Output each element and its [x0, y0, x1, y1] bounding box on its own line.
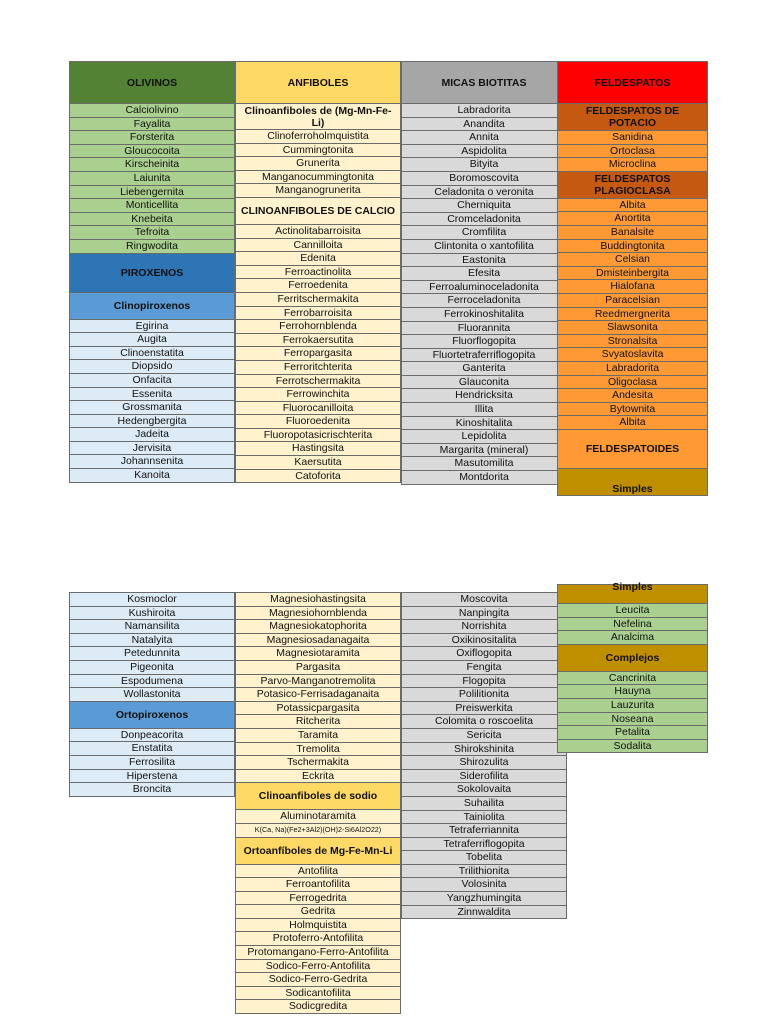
list-item: Ferroedenita	[235, 278, 401, 293]
column-anfiboles-cont	[235, 593, 401, 1014]
list-item: Ortoclasa	[557, 144, 708, 159]
anfiboles-header: ANFIBOLES	[235, 61, 401, 104]
list-item: Oxikinositalita	[401, 633, 567, 648]
list-item: Onfacita	[69, 373, 235, 388]
list-item: Ferrohornblenda	[235, 319, 401, 334]
list-item: Oligoclasa	[557, 375, 708, 390]
list-item: Ferrobarroisita	[235, 306, 401, 321]
list-item: Fluoropotasicrischterita	[235, 428, 401, 443]
list-item: Petalita	[557, 725, 708, 740]
list-item: Zinnwaldita	[401, 905, 567, 920]
list-item: Fayalita	[69, 117, 235, 132]
list-item: Liebengernita	[69, 185, 235, 200]
list-item: Ferrowinchita	[235, 387, 401, 402]
list-item: Cannilloita	[235, 238, 401, 253]
list-item: Taramita	[235, 728, 401, 743]
list-item: Tremolita	[235, 742, 401, 757]
list-item: Jervisita	[69, 441, 235, 456]
list-item: Reedmergnerita	[557, 307, 708, 322]
list-item: Sodico-Ferro-Antofilita	[235, 959, 401, 974]
list-item: Natalyita	[69, 633, 235, 648]
list-item: Ringwodita	[69, 239, 235, 254]
list-item: Clintonita o xantofilita	[401, 239, 567, 254]
list-item: Leucita	[557, 603, 708, 618]
column-micas	[401, 62, 567, 485]
list-item: Espodumena	[69, 674, 235, 689]
list-item: Margarita (mineral)	[401, 443, 567, 458]
list-item: Kirscheinita	[69, 157, 235, 172]
column-anfiboles	[235, 62, 401, 483]
list-item: Efesita	[401, 266, 567, 281]
list-item: Pigeonita	[69, 660, 235, 675]
list-item: Celsian	[557, 252, 708, 267]
simples-header-top: Simples	[557, 468, 708, 496]
list-item: Magnesiotaramita	[235, 646, 401, 661]
list-item: Diopsido	[69, 359, 235, 374]
list-item: Ritcherita	[235, 714, 401, 729]
list-item: Parvo-Manganotremolita	[235, 674, 401, 689]
list-item: Protomangano-Ferro-Antofilita	[235, 945, 401, 960]
list-item: Tobelita	[401, 850, 567, 865]
clinoanfiboles-sodio-header: Clinoanfiboles de sodio	[235, 782, 401, 810]
list-item: Kanoita	[69, 468, 235, 483]
column-olivinos	[69, 62, 235, 483]
list-item: Analcima	[557, 630, 708, 645]
list-item: Nanpingita	[401, 606, 567, 621]
olivinos-list	[69, 103, 235, 254]
list-item: K(Ca, Na)(Fe2+3Al2)(OH)2-Si6Al2O22)	[235, 823, 401, 838]
list-item: Tschermakita	[235, 755, 401, 770]
list-item: Enstatita	[69, 741, 235, 756]
list-item: Slawsonita	[557, 320, 708, 335]
list-item: Cromceladonita	[401, 212, 567, 227]
ortopiroxenos-list	[69, 728, 235, 797]
list-item: Manganogrunerita	[235, 183, 401, 198]
list-item: Magnesiohastingsita	[235, 592, 401, 607]
list-item: Ferropargasita	[235, 346, 401, 361]
list-item: Sodicantofilita	[235, 986, 401, 1001]
list-item: Cancrinita	[557, 671, 708, 686]
column-micas-cont	[401, 593, 567, 919]
list-item: Holmquistita	[235, 918, 401, 933]
feldespatos-plagioclasa-header: FELDESPATOS PLAGIOCLASA	[557, 171, 708, 199]
list-item: Ferrotschermakita	[235, 374, 401, 389]
ortoanfiboles-header: Ortoanfíboles de Mg-Fe-Mn-Li	[235, 837, 401, 865]
list-item: Tetraferriflogopita	[401, 837, 567, 852]
list-item: Manganocummingtonita	[235, 170, 401, 185]
list-item: Bityita	[401, 157, 567, 172]
list-item: Svyatoslavita	[557, 347, 708, 362]
clinoanfiboles-calcio-header: CLINOANFIBOLES DE CALCIO	[235, 197, 401, 225]
list-item: Hastingsita	[235, 441, 401, 456]
list-item: Forsterita	[69, 130, 235, 145]
list-item: Siderofilita	[401, 769, 567, 784]
list-item: Ferrokaersutita	[235, 333, 401, 348]
list-item: Tainiolita	[401, 810, 567, 825]
list-item: Aluminotaramita	[235, 809, 401, 824]
list-item: Actinolitabarroisita	[235, 224, 401, 239]
list-item: Wollastonita	[69, 687, 235, 702]
feldespatos-plagioclasa-list	[557, 198, 708, 430]
list-item: Clinoenstatita	[69, 346, 235, 361]
list-item: Kosmoclor	[69, 592, 235, 607]
list-item: Illita	[401, 402, 567, 417]
list-item: Glauconita	[401, 375, 567, 390]
list-item: Kinoshitalita	[401, 416, 567, 431]
list-item: Sodalita	[557, 739, 708, 754]
list-item: Ferroactinolita	[235, 265, 401, 280]
list-item: Anortita	[557, 211, 708, 226]
micas-list-cont	[401, 592, 567, 919]
list-item: Volosinita	[401, 877, 567, 892]
list-item: Aspidolita	[401, 144, 567, 159]
simples-header: Simples	[557, 584, 708, 604]
list-item: Annita	[401, 130, 567, 145]
list-item: Norrishita	[401, 619, 567, 634]
olivinos-header: OLIVINOS	[69, 61, 235, 104]
list-item: Albita	[557, 198, 708, 213]
list-item: Catoforita	[235, 469, 401, 484]
list-item: Magnesiokatophorita	[235, 619, 401, 634]
list-item: Sodicgredita	[235, 999, 401, 1014]
list-item: Anandita	[401, 117, 567, 132]
list-item: Cummingtonita	[235, 143, 401, 158]
list-item: Albita	[557, 415, 708, 430]
feldespatos-potacio-list	[557, 130, 708, 172]
column-feldespatoides-cont	[557, 581, 708, 760]
list-item: Hiperstena	[69, 769, 235, 784]
list-item: Ferritschermakita	[235, 292, 401, 307]
micas-list	[401, 103, 567, 485]
list-item: Noseana	[557, 712, 708, 727]
list-item: Augita	[69, 332, 235, 347]
list-item: Tetraferriannita	[401, 823, 567, 838]
list-item: Johannsenita	[69, 454, 235, 469]
list-item: Fluortetraferriflogopita	[401, 348, 567, 363]
list-item: Flogopita	[401, 674, 567, 689]
list-item: Stronalsita	[557, 334, 708, 349]
list-item: Lepidolita	[401, 429, 567, 444]
list-item: Bytownita	[557, 402, 708, 417]
list-item: Hialofana	[557, 279, 708, 294]
feldespatos-header: FELDESPATOS	[557, 61, 708, 104]
list-item: Labradorita	[401, 103, 567, 118]
list-item: Potassicpargasita	[235, 701, 401, 716]
list-item: Namansilita	[69, 619, 235, 634]
list-item: Pargasita	[235, 660, 401, 675]
list-item: Gedrita	[235, 904, 401, 919]
simples-list	[557, 603, 708, 645]
list-item: Dmisteinbergita	[557, 266, 708, 281]
list-item: Grossmanita	[69, 400, 235, 415]
list-item: Moscovita	[401, 592, 567, 607]
clinopiroxenos-header: Clinopiroxenos	[69, 292, 235, 320]
list-item: Buddingtonita	[557, 239, 708, 254]
list-item: Sokolovaita	[401, 782, 567, 797]
list-item: Shirokshinita	[401, 742, 567, 757]
list-item: Polilitionita	[401, 687, 567, 702]
list-item: Sodico-Ferro-Gedrita	[235, 972, 401, 987]
feldespatoides-header: FELDESPATOIDES	[557, 429, 708, 469]
list-item: Hauyna	[557, 684, 708, 699]
list-item: Ferroritchterita	[235, 360, 401, 375]
list-item: Andesita	[557, 388, 708, 403]
list-item: Gloucocoita	[69, 144, 235, 159]
list-item: Montdorita	[401, 470, 567, 485]
list-item: Magnesiosadanagaita	[235, 633, 401, 648]
list-item: Ferrogedrita	[235, 891, 401, 906]
list-item: Fluoroedenita	[235, 414, 401, 429]
clinopiroxenos-list-cont	[69, 592, 235, 702]
list-item: Magnesiohornblenda	[235, 606, 401, 621]
list-item: Eckrita	[235, 769, 401, 784]
list-item: Sericita	[401, 728, 567, 743]
list-item: Donpeacorita	[69, 728, 235, 743]
list-item: Fluorocanilloita	[235, 401, 401, 416]
list-item: Labradorita	[557, 361, 708, 376]
list-item: Nefelina	[557, 617, 708, 632]
list-item: Monticellita	[69, 198, 235, 213]
list-item: Kaersutita	[235, 455, 401, 470]
list-item: Colomita o roscoelita	[401, 714, 567, 729]
list-item: Ferroaluminoceladonita	[401, 280, 567, 295]
ortopiroxenos-header: Ortopiroxenos	[69, 701, 235, 729]
list-item: Potasico-Ferrisadaganaita	[235, 687, 401, 702]
list-item: Shirozulita	[401, 755, 567, 770]
list-item: Preiswerkita	[401, 701, 567, 716]
list-item: Broncita	[69, 782, 235, 797]
list-item: Ferroantofilita	[235, 877, 401, 892]
list-item: Antofilita	[235, 864, 401, 879]
column-feldespatos	[557, 62, 708, 495]
piroxenos-header: PIROXENOS	[69, 253, 235, 293]
list-item: Protoferro-Antofilita	[235, 931, 401, 946]
complejos-list	[557, 671, 708, 754]
micas-header: MICAS BIOTITAS	[401, 61, 567, 104]
complejos-header: Complejos	[557, 644, 708, 672]
list-item: Cromfilita	[401, 225, 567, 240]
list-item: Kushiroita	[69, 606, 235, 621]
list-item: Cherniquita	[401, 198, 567, 213]
clinoanfiboles-calcio-list	[235, 224, 401, 483]
list-item: Trilithionita	[401, 864, 567, 879]
list-item: Laiunita	[69, 171, 235, 186]
list-item: Knebeita	[69, 212, 235, 227]
list-item: Fluorflogopita	[401, 334, 567, 349]
list-item: Petedunnita	[69, 646, 235, 661]
list-item: Essenita	[69, 387, 235, 402]
list-item: Paracelsian	[557, 293, 708, 308]
list-item: Hendricksita	[401, 388, 567, 403]
list-item: Jadeita	[69, 427, 235, 442]
list-item: Clinoferroholmquistita	[235, 129, 401, 144]
list-item: Ferrosilita	[69, 755, 235, 770]
list-item: Suhailita	[401, 796, 567, 811]
list-item: Hedengbergita	[69, 414, 235, 429]
list-item: Tefroita	[69, 225, 235, 240]
list-item: Yangzhumingita	[401, 891, 567, 906]
feldespatos-potacio-header: FELDESPATOS DE POTACIO	[557, 103, 708, 131]
list-item: Eastonita	[401, 253, 567, 268]
list-item: Banalsite	[557, 225, 708, 240]
list-item: Lauzurita	[557, 698, 708, 713]
clinoanfiboles-mg-list	[235, 129, 401, 198]
list-item: Masutomilita	[401, 456, 567, 471]
clinoanfiboles-mg-mn-fe-li-header: Clinoanfiboles de (Mg-Mn-Fe-Li)	[235, 103, 401, 130]
list-item: Ferroceladonita	[401, 293, 567, 308]
list-item: Oxiflogopita	[401, 646, 567, 661]
list-item: Boromoscovita	[401, 171, 567, 186]
list-item: Ganterita	[401, 361, 567, 376]
list-item: Fluorannita	[401, 321, 567, 336]
list-item: Celadonita o veronita	[401, 185, 567, 200]
list-item: Egirina	[69, 319, 235, 334]
clinopiroxenos-list	[69, 319, 235, 483]
list-item: Microclina	[557, 157, 708, 172]
column-piroxenos-cont	[69, 593, 235, 797]
list-item: Calciolivino	[69, 103, 235, 118]
ortoanfiboles-list	[235, 864, 401, 1015]
list-item: Fengita	[401, 660, 567, 675]
clinoanfiboles-calcio-list-cont	[235, 592, 401, 783]
list-item: Grunerita	[235, 156, 401, 171]
list-item: Edenita	[235, 251, 401, 266]
list-item: Sanidina	[557, 130, 708, 145]
list-item: Ferrokinoshitalita	[401, 307, 567, 322]
